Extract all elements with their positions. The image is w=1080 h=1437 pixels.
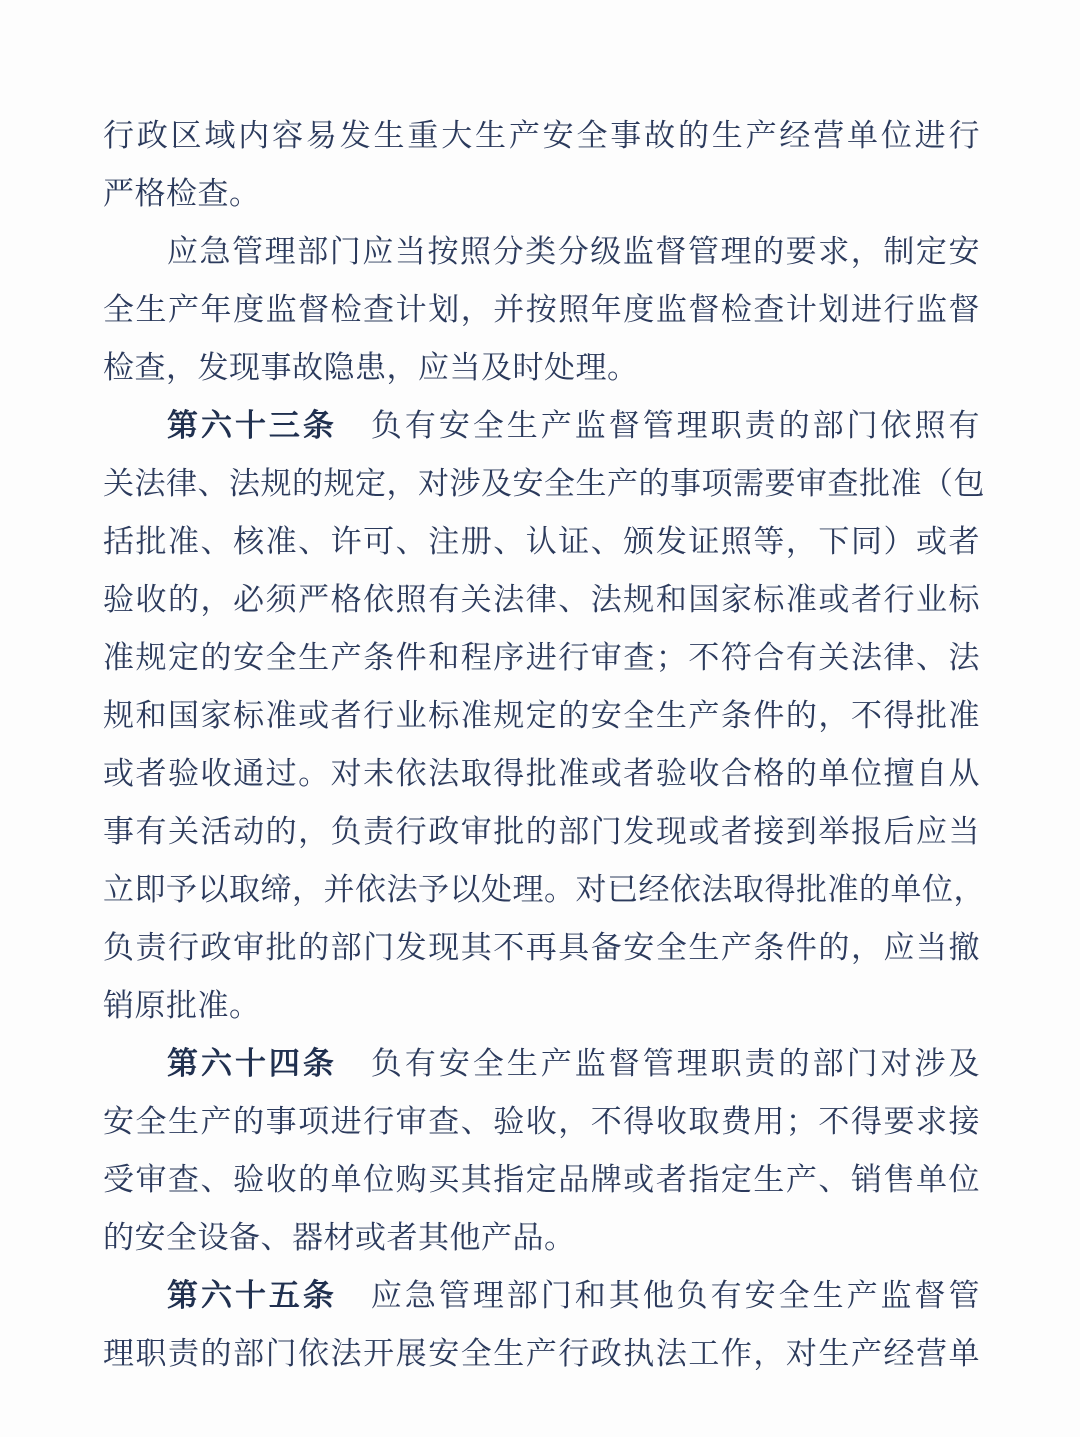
line-text: 严格检查。	[103, 176, 261, 211]
line-text: 关法律、法规的规定，对涉及安全生产的事项需要审查批准（包	[103, 466, 985, 501]
text-line	[103, 571, 980, 629]
text-line	[103, 629, 980, 687]
text-line	[103, 107, 980, 165]
article-number: 第六十五条	[167, 1278, 337, 1313]
text-line	[103, 1325, 980, 1383]
text-line	[103, 1151, 980, 1209]
line-text: 负有安全生产监督管理职责的部门依照有	[370, 408, 981, 443]
line-text: 行政区域内容易发生重大生产安全事故的生产经营单位进行	[103, 118, 980, 153]
text-line	[103, 687, 980, 745]
article-number: 第六十三条	[167, 408, 337, 443]
line-text: 验收的，必须严格依照有关法律、法规和国家标准或者行业标	[103, 582, 980, 617]
line-text: 检查，发现事故隐患，应当及时处理。	[103, 350, 639, 385]
text-line	[103, 977, 980, 1035]
line-text: 立即予以取缔，并依法予以处理。对已经依法取得批准的单位，	[103, 872, 985, 907]
line-text: 全生产年度监督检查计划，并按照年度监督检查计划进行监督	[103, 292, 980, 327]
text-line	[103, 281, 980, 339]
line-text: 理职责的部门依法开展安全生产行政执法工作，对生产经营单	[103, 1336, 980, 1371]
article-63-heading-line	[103, 397, 980, 455]
line-text: 事有关活动的，负责行政审批的部门发现或者接到举报后应当	[103, 814, 980, 849]
line-text: 应急管理部门和其他负有安全生产监督管	[370, 1278, 981, 1313]
line-text: 准规定的安全生产条件和程序进行审查；不符合有关法律、法	[103, 640, 980, 675]
law-text-block	[103, 107, 985, 1383]
line-text: 安全生产的事项进行审查、验收，不得收取费用；不得要求接	[103, 1104, 980, 1139]
text-line	[103, 919, 980, 977]
text-line	[103, 455, 985, 513]
text-line	[103, 803, 980, 861]
text-line	[103, 165, 980, 223]
text-line	[103, 745, 980, 803]
article-number: 第六十四条	[167, 1046, 337, 1081]
line-text: 负有安全生产监督管理职责的部门对涉及	[370, 1046, 981, 1081]
text-line	[103, 339, 980, 397]
text-line	[103, 223, 980, 281]
line-text: 应急管理部门应当按照分类分级监督管理的要求，制定安	[167, 234, 980, 269]
text-line	[103, 861, 985, 919]
line-text: 规和国家标准或者行业标准规定的安全生产条件的，不得批准	[103, 698, 980, 733]
line-text: 括批准、核准、许可、注册、认证、颁发证照等，下同）或者	[103, 524, 980, 559]
text-line	[103, 1093, 980, 1151]
line-text: 负责行政审批的部门发现其不再具备安全生产条件的，应当撤	[103, 930, 980, 965]
text-line	[103, 513, 980, 571]
article-65-heading-line	[103, 1267, 980, 1325]
article-64-heading-line	[103, 1035, 980, 1093]
line-text: 的安全设备、器材或者其他产品。	[103, 1220, 576, 1255]
line-text: 受审查、验收的单位购买其指定品牌或者指定生产、销售单位	[103, 1162, 980, 1197]
line-text: 或者验收通过。对未依法取得批准或者验收合格的单位擅自从	[103, 756, 980, 791]
line-text: 销原批准。	[103, 988, 261, 1023]
text-line	[103, 1209, 980, 1267]
